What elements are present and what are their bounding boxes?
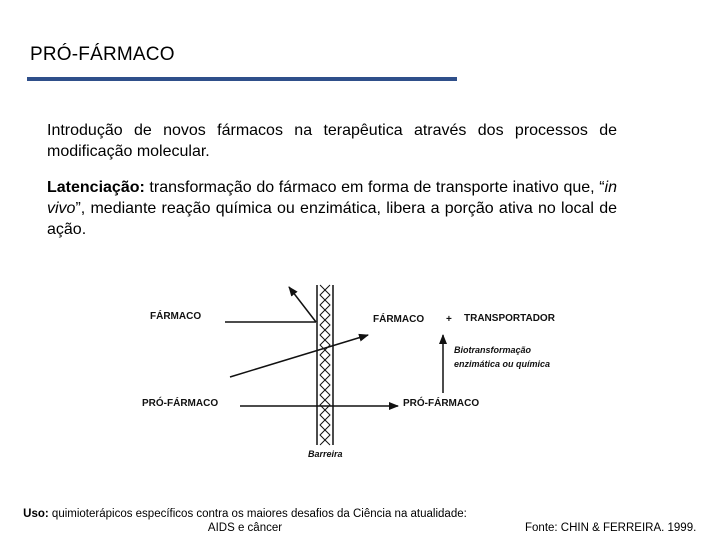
source-citation: Fonte: CHIN & FERREIRA. 1999. (525, 522, 697, 534)
barrier-label: Barreira (308, 449, 343, 459)
barrier-membrane (317, 285, 333, 445)
plus-sign: + (446, 314, 452, 325)
biotransformation-label-1: Biotransformação (454, 345, 532, 355)
farmaco-reflect-arrow (289, 287, 316, 322)
slide-title: PRÓ-FÁRMACO (30, 44, 175, 65)
transportador-label: TRANSPORTADOR (464, 313, 555, 324)
title-underline (27, 77, 457, 81)
prodrug-left-label: PRÓ-FÁRMACO (142, 398, 219, 409)
latenciacao-paragraph (47, 177, 617, 240)
farmaco-left-label: FÁRMACO (150, 311, 202, 322)
farmaco-right-label: FÁRMACO (373, 314, 425, 325)
usage-text-1: quimioterápicos específicos contra os maiores desafios da Ciência na atualidade: (48, 508, 467, 520)
usage-label: Uso: (23, 508, 49, 520)
latenciacao-text-2: ”, mediante reação química ou enzimática, libera a porção ativa no local de ação. (47, 200, 617, 238)
intro-paragraph: Introdução de novos fármacos na terapêutica através dos processos de modificação molecular. (47, 122, 617, 160)
latenciacao-italic: in vivo (47, 179, 617, 217)
biotransformation-cross-arrow (230, 335, 368, 377)
latenciacao-text-1: transformação do fármaco em forma de transporte inativo que, “ (144, 179, 605, 196)
usage-text-2: AIDS e câncer (207, 522, 283, 534)
usage-note (10, 507, 480, 535)
latenciacao-term: Latenciação: (47, 179, 145, 196)
prodrug-diagram (130, 275, 590, 475)
biotransformation-label-2: enzimática ou química (454, 359, 551, 369)
prodrug-right-label: PRÓ-FÁRMACO (403, 398, 480, 409)
